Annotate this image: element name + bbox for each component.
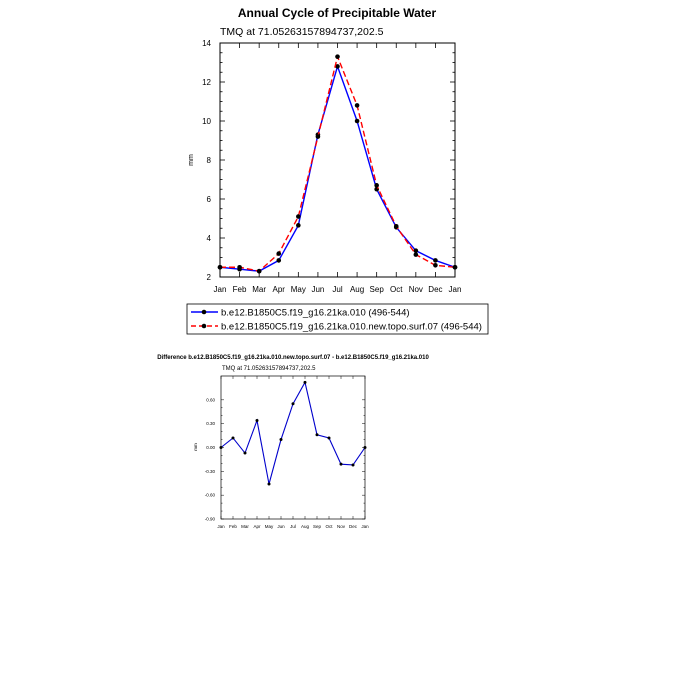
y-tick-label: -0.30 bbox=[204, 468, 215, 474]
series-1-point bbox=[335, 54, 340, 59]
series-1-point bbox=[316, 134, 321, 139]
x-tick-label: Oct bbox=[325, 524, 333, 529]
difference-chart-subtitle: TMQ at 71.05263157894737,202.5 bbox=[222, 366, 316, 372]
series-0-point bbox=[244, 452, 247, 455]
series-1-point bbox=[394, 224, 399, 229]
series-1-point bbox=[433, 263, 438, 268]
plot-frame bbox=[221, 376, 365, 519]
x-tick-label: Apr bbox=[253, 524, 261, 529]
y-tick-label: 0.00 bbox=[206, 445, 215, 451]
y-axis-label: mm bbox=[188, 154, 195, 166]
x-tick-label: Mar bbox=[252, 285, 267, 294]
legend-marker-0 bbox=[202, 310, 207, 315]
series-line-1 bbox=[220, 57, 455, 272]
legend-marker-1 bbox=[202, 324, 207, 329]
x-tick-label: May bbox=[290, 285, 306, 294]
series-0-point bbox=[304, 381, 307, 384]
y-tick-label: 0.30 bbox=[206, 421, 215, 427]
x-tick-label: Aug bbox=[349, 285, 365, 294]
series-0-point bbox=[292, 402, 295, 405]
difference-chart bbox=[157, 355, 429, 529]
x-tick-label: Jul bbox=[290, 524, 296, 529]
legend-label-1: b.e12.B1850C5.f19_g16.21ka.010.new.topo.surf.07 (496-544) bbox=[221, 321, 482, 333]
series-0-point bbox=[355, 119, 360, 124]
series-line-0 bbox=[220, 66, 455, 271]
chart-title: Annual Cycle of Precipitable Water bbox=[237, 6, 437, 20]
x-tick-label: Sep bbox=[312, 524, 322, 529]
y-tick-label: 10 bbox=[202, 116, 211, 126]
x-tick-label: Jan bbox=[213, 285, 227, 294]
y-tick-label: 14 bbox=[202, 38, 211, 48]
difference-y-axis-label: mm bbox=[193, 443, 198, 451]
series-0-point bbox=[340, 463, 343, 466]
series-1-point bbox=[414, 252, 419, 257]
x-tick-label: Apr bbox=[272, 285, 285, 294]
y-tick-label: 0.60 bbox=[206, 397, 215, 403]
series-1-point bbox=[296, 214, 301, 219]
main-chart bbox=[187, 6, 488, 334]
series-0-point bbox=[328, 436, 331, 439]
x-tick-label: May bbox=[264, 524, 274, 529]
series-0-point bbox=[276, 258, 281, 263]
series-0-point bbox=[268, 483, 271, 486]
x-tick-label: Jun bbox=[277, 524, 285, 529]
x-tick-label: Nov bbox=[408, 285, 423, 294]
x-tick-label: Dec bbox=[348, 524, 358, 529]
y-tick-label: -0.90 bbox=[204, 516, 215, 522]
x-tick-label: Jan bbox=[217, 524, 225, 529]
y-tick-label: 8 bbox=[206, 155, 211, 165]
series-1-point bbox=[237, 265, 242, 270]
series-1-point bbox=[355, 103, 360, 108]
series-line-0 bbox=[221, 382, 365, 484]
series-1-point bbox=[374, 183, 379, 188]
series-1-point bbox=[276, 251, 281, 256]
x-tick-label: Jan bbox=[448, 285, 462, 294]
series-0-point bbox=[280, 438, 283, 441]
chart-subtitle: TMQ at 71.05263157894737,202.5 bbox=[220, 26, 384, 38]
x-tick-label: Aug bbox=[300, 524, 310, 529]
x-tick-label: Nov bbox=[336, 524, 346, 529]
series-0-point bbox=[232, 436, 235, 439]
x-tick-label: Feb bbox=[229, 524, 237, 529]
y-tick-label: 6 bbox=[206, 194, 211, 204]
x-tick-label: Sep bbox=[369, 285, 384, 294]
x-tick-label: Jan bbox=[361, 524, 369, 529]
y-tick-label: -0.60 bbox=[204, 492, 215, 498]
series-0-point bbox=[296, 223, 301, 228]
x-tick-label: Mar bbox=[241, 524, 249, 529]
difference-chart-title: Difference b.e12.B1850C5.f19_g16.21ka.010.new.topo.surf.07 - b.e12.B1850C5.f19_g16.21ka.010 bbox=[157, 355, 429, 361]
legend-label-0: b.e12.B1850C5.f19_g16.21ka.010 (496-544) bbox=[221, 307, 410, 319]
series-0-point bbox=[316, 433, 319, 436]
y-tick-label: 4 bbox=[206, 233, 211, 243]
plot-frame bbox=[220, 43, 455, 277]
x-tick-label: Feb bbox=[232, 285, 247, 294]
series-0-point bbox=[256, 419, 259, 422]
legend bbox=[187, 304, 488, 334]
y-tick-label: 2 bbox=[206, 272, 211, 282]
x-tick-label: Oct bbox=[390, 285, 403, 294]
x-tick-label: Jun bbox=[311, 285, 325, 294]
y-tick-label: 12 bbox=[202, 77, 211, 87]
x-tick-label: Jul bbox=[332, 285, 343, 294]
series-0-point bbox=[433, 258, 438, 263]
series-0-point bbox=[352, 463, 355, 466]
x-tick-label: Dec bbox=[428, 285, 443, 294]
